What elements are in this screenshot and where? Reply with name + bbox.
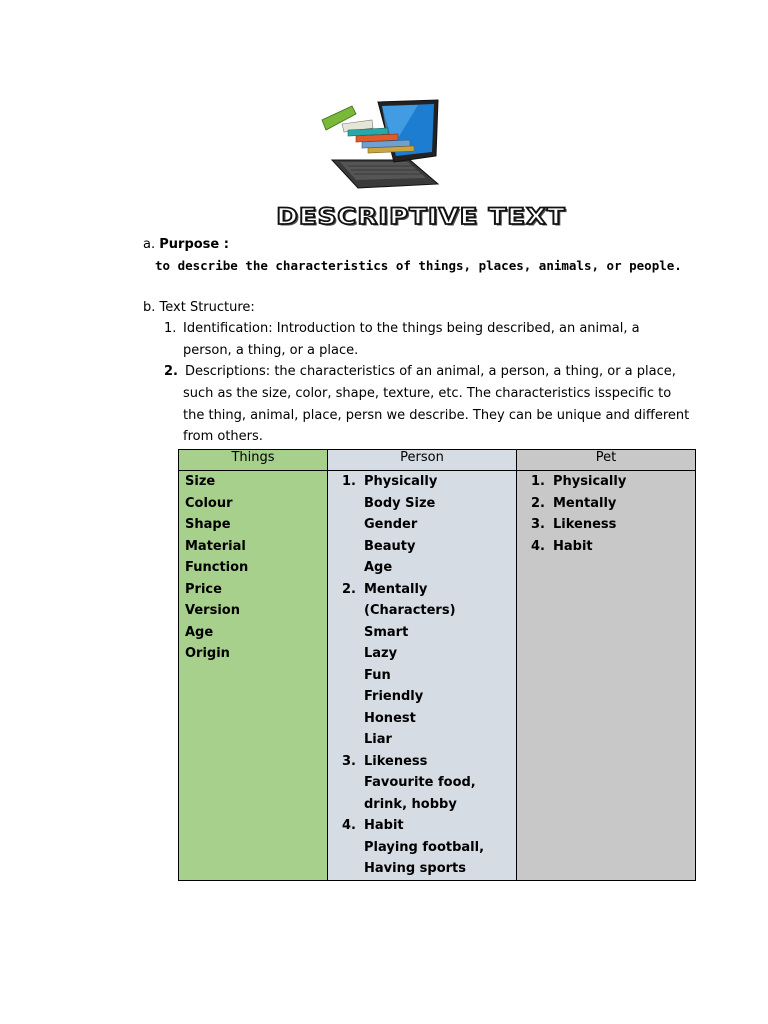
person-item [334, 600, 516, 622]
person-item-text: Friendly [364, 689, 424, 704]
person-item-text: Smart [364, 624, 409, 640]
things-list [179, 471, 327, 665]
title-banner [226, 200, 616, 234]
header-pet: Pet [517, 450, 696, 471]
page-title: DESCRIPTIVE TEXT [276, 204, 566, 230]
person-item [334, 557, 516, 579]
structure-heading [143, 300, 255, 316]
person-item [334, 858, 516, 880]
person-item-text: Honest [364, 710, 416, 726]
person-item [334, 772, 516, 794]
person-item [334, 837, 516, 859]
things-item: Material [185, 538, 246, 554]
person-item [334, 471, 516, 493]
structure-item-1-number: 1. [164, 321, 177, 336]
person-item-text: Beauty [364, 538, 416, 554]
person-item [334, 815, 516, 837]
header-things: Things [179, 450, 328, 471]
things-cell [179, 471, 328, 881]
person-item-text: Body Size [364, 495, 436, 511]
person-item-text: Mentally [364, 581, 428, 597]
structure-item-2-line-1: Descriptions: the characteristics of an animal, a person, a thing, or a place, [185, 364, 676, 379]
pet-cell [517, 471, 696, 881]
person-item-text: Having sports [364, 861, 467, 876]
structure-item-1-line-1: Identification: Introduction to the things being described, an animal, a [183, 321, 640, 336]
person-item [334, 708, 516, 730]
pet-item-number: 1. [531, 474, 545, 489]
pet-item [523, 536, 695, 558]
laptop-with-books-icon [318, 98, 443, 190]
things-item: Size [185, 474, 216, 489]
person-item [334, 686, 516, 708]
person-item [334, 665, 516, 687]
person-item-number: 4. [342, 818, 356, 833]
header-person: Person [328, 450, 517, 471]
person-item-text: Playing football, [364, 839, 485, 855]
person-item [334, 643, 516, 665]
structure-marker: b. [143, 300, 156, 315]
things-item: Price [185, 581, 222, 597]
things-item: Colour [185, 495, 233, 511]
structure-label: Text Structure: [159, 300, 255, 315]
things-item: Age [185, 624, 214, 640]
pet-item [523, 471, 695, 493]
pet-item-text: Physically [553, 474, 627, 489]
person-item-text: Lazy [364, 646, 398, 661]
pet-list [517, 471, 695, 557]
person-item-number: 3. [342, 753, 356, 769]
structure-item-1-line-2: person, a thing, or a place. [183, 343, 359, 358]
pet-item [523, 493, 695, 515]
person-item [334, 514, 516, 536]
things-item: Version [185, 603, 240, 618]
person-item [334, 536, 516, 558]
person-item-text: Age [364, 560, 393, 575]
structure-item-2-line-3: the thing, animal, place, persn we describe. They can be unique and different [183, 408, 690, 423]
purpose-heading [143, 237, 229, 253]
person-item [334, 579, 516, 601]
pet-item-number: 4. [531, 538, 545, 554]
structure-item-2-line-2: such as the size, color, shape, texture, etc. The characteristics isspecific to [183, 386, 672, 401]
person-list [328, 471, 516, 880]
person-item-text: Fun [364, 667, 391, 683]
person-item [334, 729, 516, 751]
person-item [334, 751, 516, 773]
person-item [334, 622, 516, 644]
things-item: Function [185, 560, 249, 575]
person-item-text: Liar [364, 732, 392, 747]
person-item-number: 1. [342, 474, 356, 489]
person-item-text: Physically [364, 474, 438, 489]
structure-item-2-line-4: from others. [183, 429, 263, 444]
things-item: Origin [185, 646, 230, 661]
purpose-marker: a. [143, 237, 156, 252]
person-item-text: Favourite food, [364, 775, 476, 790]
things-item: Shape [185, 517, 231, 532]
person-cell [328, 471, 517, 881]
pet-item-text: Mentally [553, 495, 617, 511]
pet-item-text: Habit [553, 538, 593, 554]
pet-item-text: Likeness [553, 517, 617, 532]
pet-item-number: 2. [531, 495, 545, 511]
person-item-text: drink, hobby [364, 796, 457, 812]
purpose-label: Purpose : [159, 237, 229, 252]
person-item [334, 794, 516, 816]
structure-item-2-number: 2. [164, 364, 178, 379]
person-item-text: (Characters) [364, 603, 456, 618]
pet-item-number: 3. [531, 517, 545, 532]
person-item-text: Gender [364, 517, 418, 532]
purpose-text: to describe the characteristics of things, places, animals, or people. [155, 258, 682, 273]
characteristics-table [178, 449, 696, 881]
person-item-text: Habit [364, 818, 404, 833]
person-item [334, 493, 516, 515]
person-item-text: Likeness [364, 753, 428, 769]
pet-item [523, 514, 695, 536]
person-item-number: 2. [342, 581, 356, 597]
